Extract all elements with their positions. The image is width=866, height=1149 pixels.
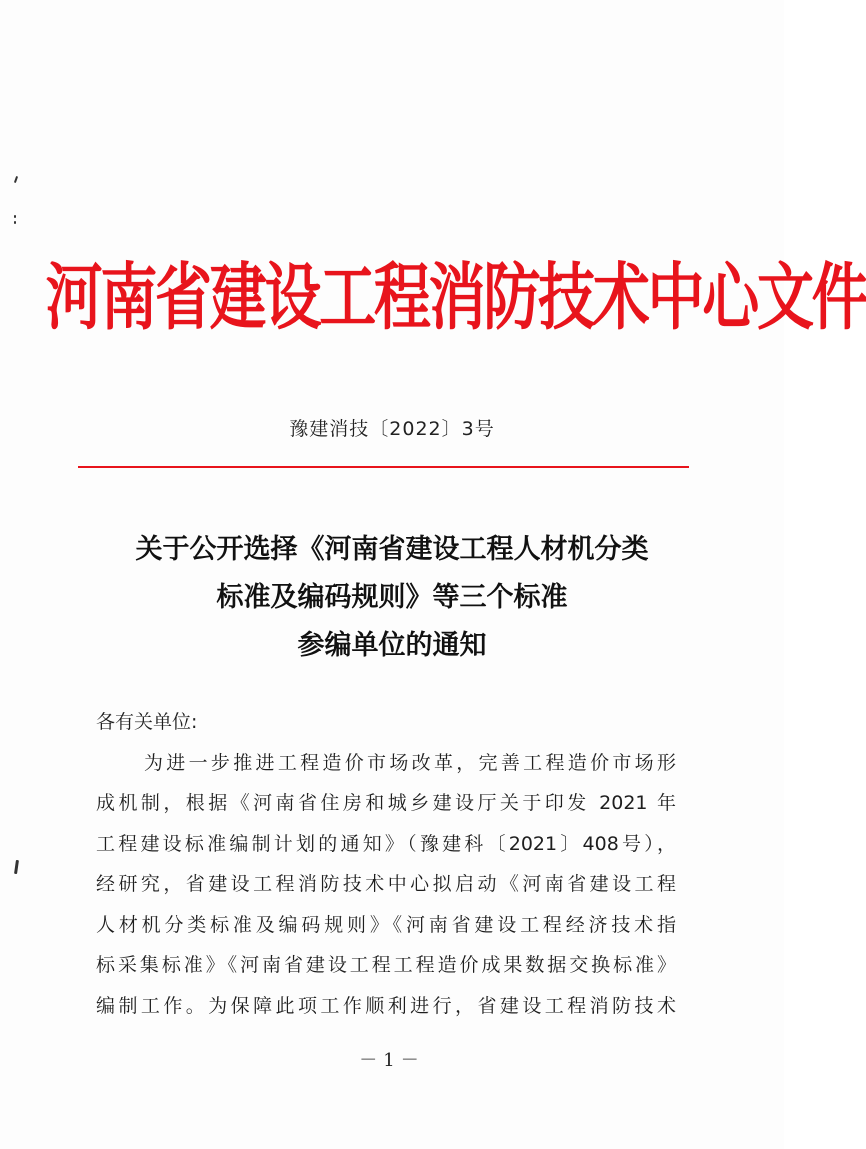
- salutation: 各有关单位:: [96, 711, 198, 733]
- paragraph-line: 工程建设标准编制计划的通知》（豫建科〔2021〕408号），: [96, 832, 676, 855]
- issuing-organization-title: [45, 248, 866, 348]
- notice-title-line: 参编单位的通知: [297, 630, 487, 661]
- issuing-organization-title-text: 河南省建设工程消防技术中心文件: [45, 255, 866, 341]
- scan-artifact-mark: [14, 215, 16, 218]
- paragraph-line: 人材机分类标准及编码规则》《河南省建设工程经济技术指: [96, 913, 676, 936]
- notice-title-line: 标准及编码规则》等三个标准: [216, 582, 568, 613]
- paragraph-line: 编制工作。为保障此项工作顺利进行，省建设工程消防技术: [96, 994, 676, 1017]
- paragraph-line: 成机制，根据《河南省住房和城乡建设厅关于印发 2021 年: [96, 792, 676, 814]
- scan-artifact-mark: [14, 860, 19, 874]
- red-divider-line: [78, 466, 689, 468]
- scan-artifact-mark: [14, 221, 16, 224]
- notice-title: [0, 526, 784, 670]
- notice-title-line: 关于公开选择《河南省建设工程人材机分类: [135, 534, 649, 565]
- document-number: 豫建消技〔2022〕3号: [289, 418, 495, 440]
- notice-body: [96, 702, 676, 1026]
- scan-artifact-mark: [14, 176, 18, 183]
- page-number: －1－: [359, 1050, 425, 1071]
- paragraph-line: 标采集标准》《河南省建设工程工程造价成果数据交换标准》: [96, 954, 676, 976]
- paragraph-line: 经研究，省建设工程消防技术中心拟启动《河南省建设工程: [96, 873, 676, 895]
- paragraph-line: 为进一步推进工程造价市场改革，完善工程造价市场形: [144, 751, 676, 774]
